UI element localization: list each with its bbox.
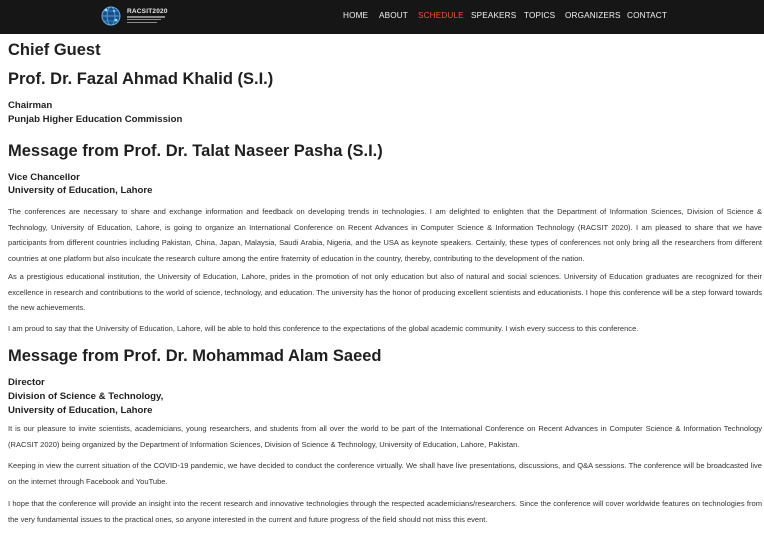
vc-paragraph-3: I am proud to say that the University of Education, Lahore, will be able to hold this conference to the expectations of the global academic community. I wish every success to this conference. — [8, 324, 639, 333]
chief-guest-heading: Chief Guest — [8, 41, 101, 59]
director-message-heading: Message from Prof. Dr. Mohammad Alam Saeed — [8, 347, 382, 365]
nav-speakers[interactable]: SPEAKERS — [471, 11, 517, 20]
director-paragraph-2: Keeping in view the current situation of the COVID-19 pandemic, we have decided to conduct the conference virtually. We shall have live presentations, discussions, and Q&A sessions. The conference will be broadcasted live on the internet through Facebook and YouTube. — [8, 461, 762, 486]
director-paragraph-3: I hope that the conference will provide an insight into the recent research and innovative technologies through the respected academicians/researchers. Since the conference will cover worldwide features on technologies from the very fundamental issues to the practical ones, so anyone interested in the current and future progress of the field should not miss this event. — [8, 499, 762, 524]
vc-paragraph-2: As a prestigious educational institution, the University of Education, Lahore, prides in the promotion of not only education but also of natural and social sciences. University of Education graduates are recognized for their excellence in research and contributions to the world of science, technology, and education. The university has the honor of producing excellent scientists and educationists. I hope this conference will be a step forward towards the new achievements. — [8, 272, 762, 313]
nav-schedule[interactable]: SCHEDULE — [418, 11, 464, 20]
nav-topics[interactable]: TOPICS — [524, 11, 556, 20]
vc-paragraph-1: The conferences are necessary to share and exchange information and feedback on developing trends in technologies. I am delighted to enlighten that the Department of Information Sciences, Division of Science & Technology, University of Education, Lahore, is going to organize an International Conference on Recent Advances in Computer Science & Information Technology (RACSIT 2020). I am pleased to share that we have participants from different countries including Pakistan, China, Japan, Malaysia, Saudi Arabia, Nigeria, and the USA as keynote speakers. Certainly, these types of conferences not only bring all the researchers from different countries at one platform but also inculcate the research culture among the entire fraternity of education in the country, thereby, contributing to the development of the nation. — [8, 207, 762, 264]
logo-title: RACSIT2020 — [127, 8, 168, 15]
vc-message-heading: Message from Prof. Dr. Talat Naseer Pasha (S.I.) — [8, 142, 383, 160]
director-organization: University of Education, Lahore — [8, 405, 153, 416]
top-navbar — [0, 0, 764, 34]
director-paragraph-1: It is our pleasure to invite scientists, academicians, young researchers, and students from all over the world to be part of the International Conference on Recent Advances in Computer Science & Information Technology (RACSIT 2020) being organized by the Department of Information Sciences, Division of Science & Technology, University of Education, Lahore, Pakistan. — [8, 424, 762, 449]
chief-guest-name: Prof. Dr. Fazal Ahmad Khalid (S.I.) — [8, 70, 274, 88]
director-division: Division of Science & Technology, — [8, 391, 164, 402]
nav-organizers[interactable]: ORGANIZERS — [565, 11, 621, 20]
director-title: Director — [8, 377, 45, 388]
nav-home[interactable]: HOME — [343, 11, 369, 20]
nav-contact[interactable]: CONTACT — [627, 11, 668, 20]
main-navigation — [0, 11, 764, 23]
chief-guest-title: Chairman — [8, 100, 53, 111]
vc-title: Vice Chancellor — [8, 172, 80, 183]
chief-guest-organization: Punjab Higher Education Commission — [8, 114, 183, 125]
vc-organization: University of Education, Lahore — [8, 185, 153, 196]
nav-about[interactable]: ABOUT — [379, 11, 408, 20]
